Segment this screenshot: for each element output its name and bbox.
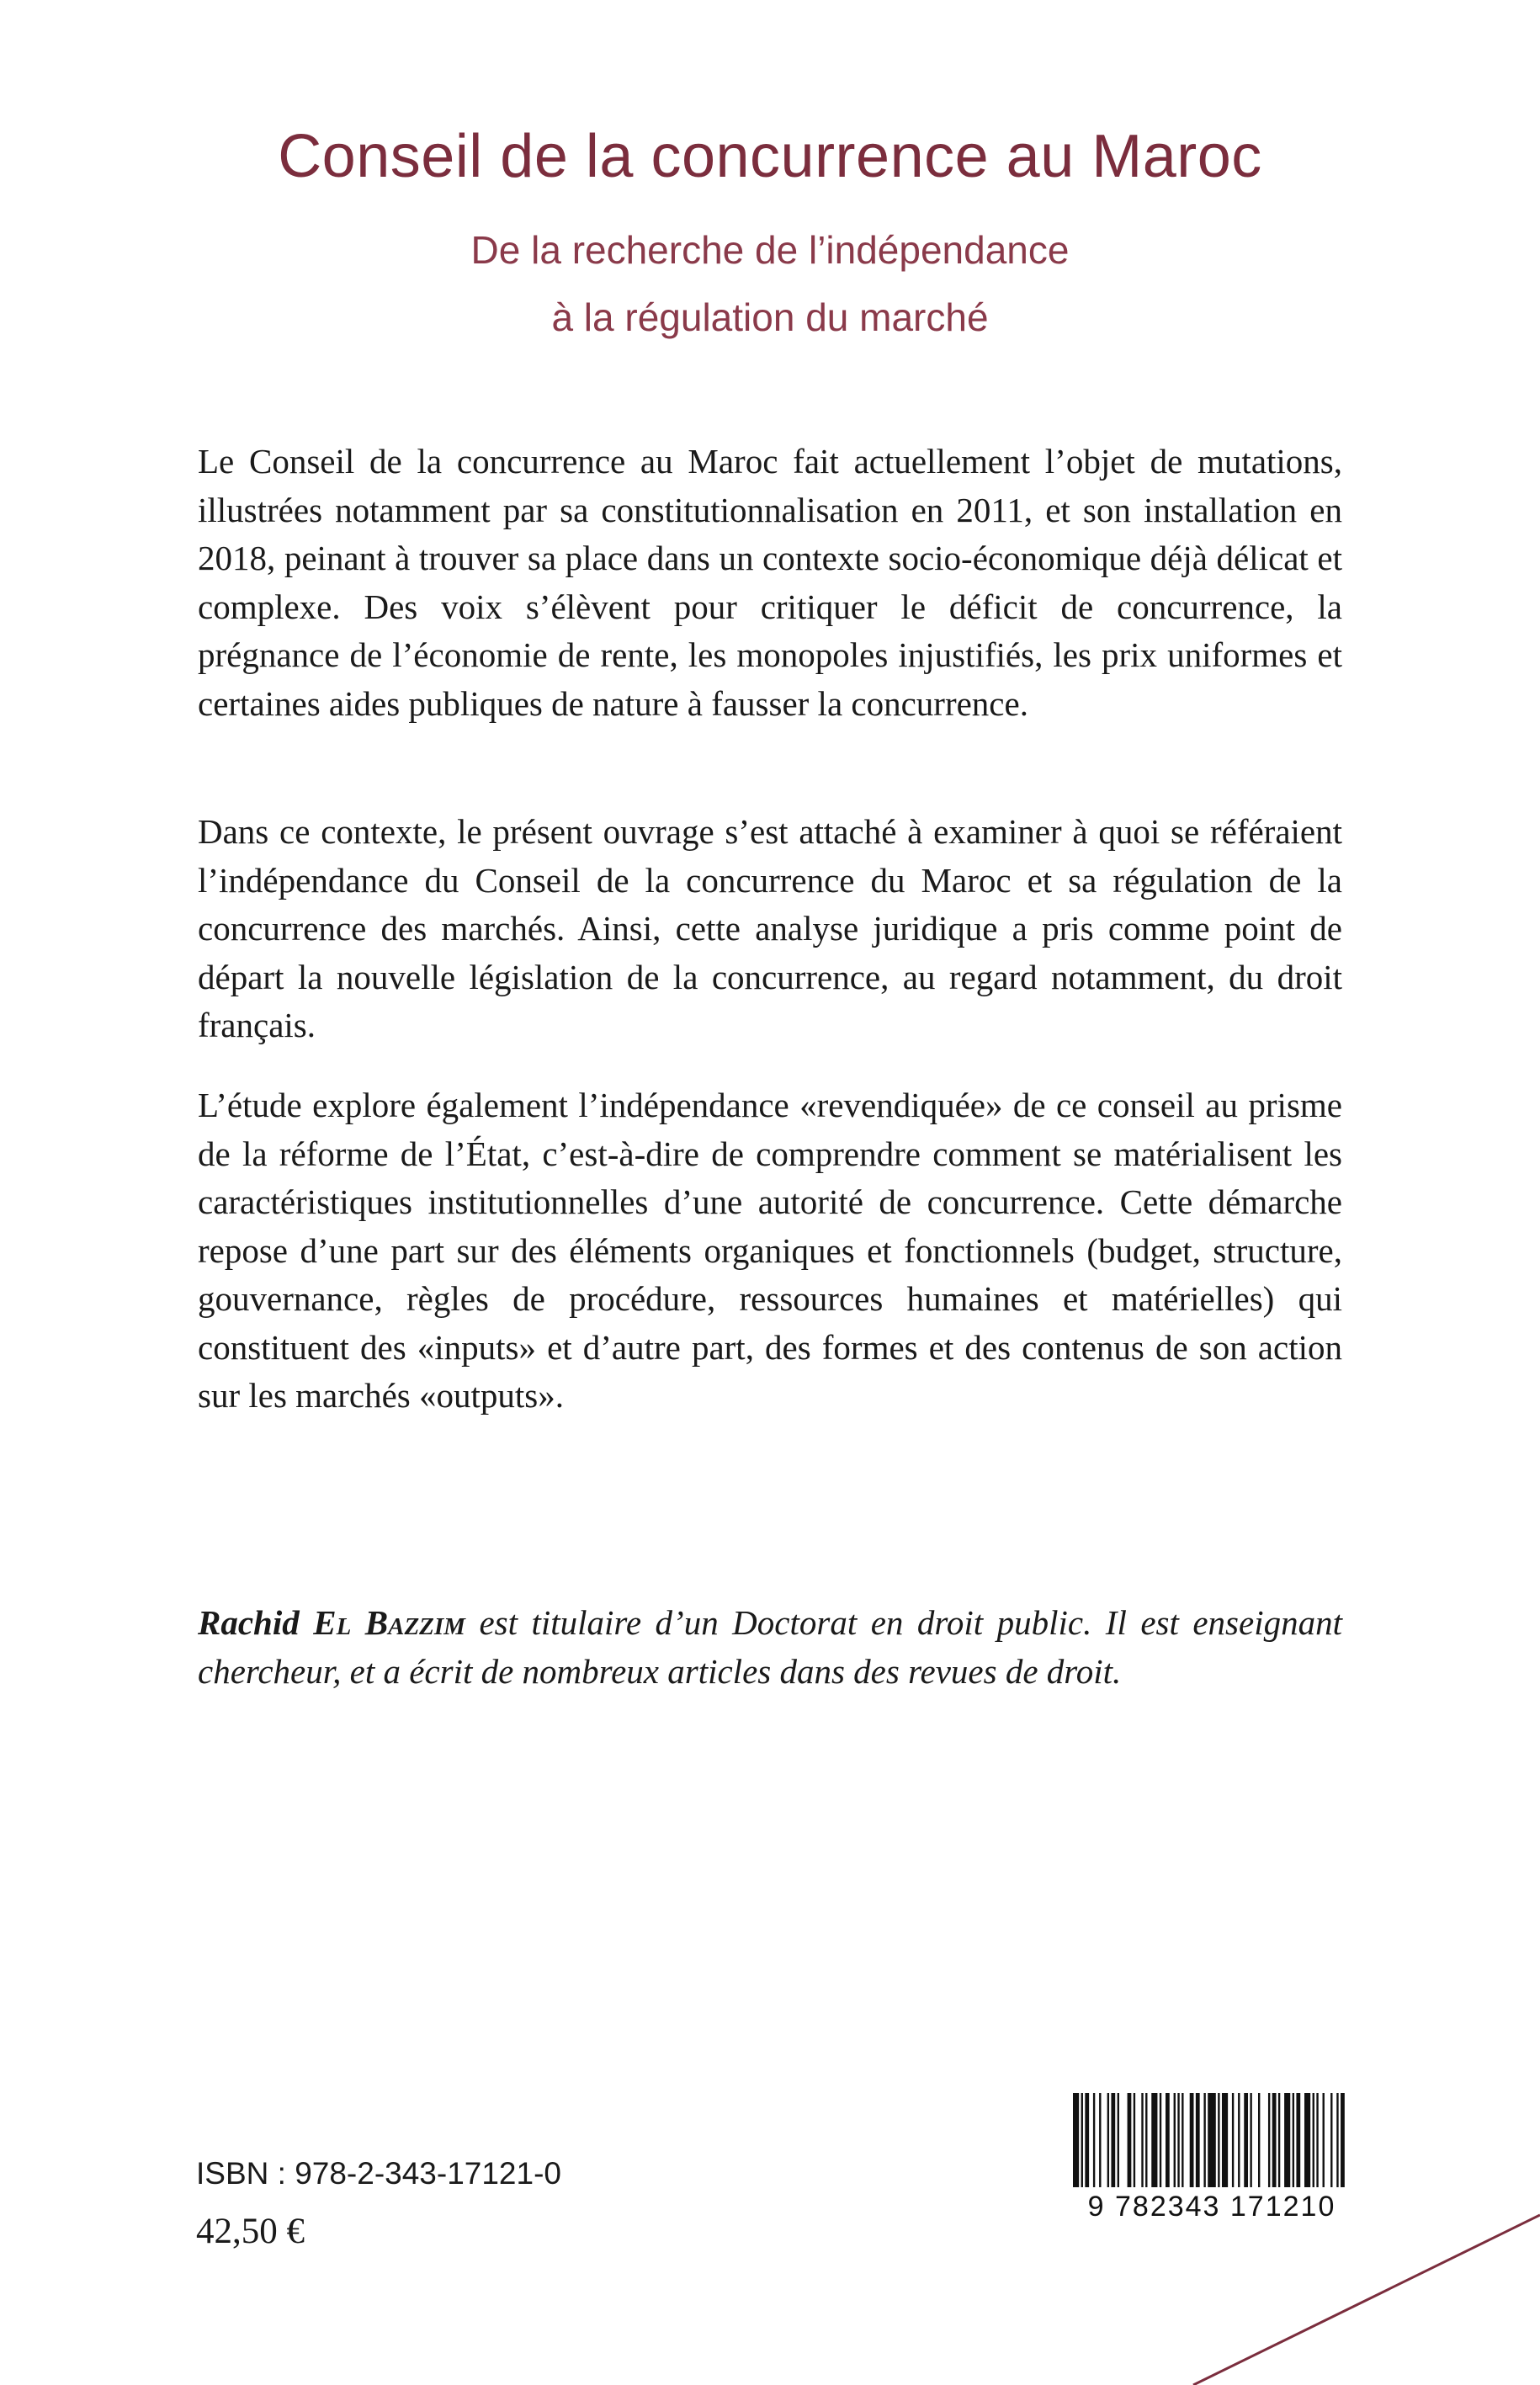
barcode-digits: 9 782343 171210	[1067, 2191, 1357, 2223]
author-bio-text: est titulaire d’un Doctorat en droit public. Il est enseignant chercheur, et a écrit de nombreux articles dans des revues de droit.	[198, 1603, 1342, 1691]
book-title: Conseil de la concurrence au Maroc	[278, 123, 1262, 190]
summary-paragraph-2: Dans ce contexte, le présent ouvrage s’est attaché à examiner à quoi se référaient l’indépendance du Conseil de la concurrence du Maroc et sa régulation de la concurrence des marchés. Ainsi, cette analyse juridique a pris comme point de départ la nouvelle législation de la concurrence, au regard notamment, du droit français.	[198, 812, 1342, 1044]
author-first-name: Rachid	[198, 1603, 300, 1642]
summary-paragraph-1: Le Conseil de la concurrence au Maroc fait actuellement l’objet de mutations, illustrées notamment par sa constitutionnalisation en 2011, et son installation en 2018, peinant à trouver sa place dans un contexte socio-économique déjà délicat et complexe. Des voix s’élèvent pour critiquer le déficit de concurrence, la prégnance de l’économie de rente, les monopoles injustifiés, les prix uniformes et certaines aides publiques de nature à fausser la concurrence.	[198, 442, 1342, 723]
subtitle-line-1: De la recherche de l’indépendance	[470, 228, 1070, 272]
isbn: ISBN : 978-2-343-17121-0	[196, 2156, 561, 2191]
summary-paragraph-3: L’étude explore également l’indépendance «revendiquée» de ce conseil au prisme de la réforme de l’État, c’est-à-dire de comprendre comment se matérialisent les caractéristiques institutionnelles d’une autorité de concurrence. Cette démarche repose d’une part sur des éléments organiques et fonctionnels (budget, structure, gouvernance, règles de procédure, ressources humaines et matérielles) qui constituent des «inputs» et d’autre part, des formes et des contenus de son action sur les marchés «outputs».	[198, 1086, 1342, 1415]
subtitle-line-2: à la régulation du marché	[551, 295, 989, 339]
author-last-name: El Bazzim	[313, 1603, 465, 1642]
price: 42,50 €	[196, 2212, 305, 2251]
